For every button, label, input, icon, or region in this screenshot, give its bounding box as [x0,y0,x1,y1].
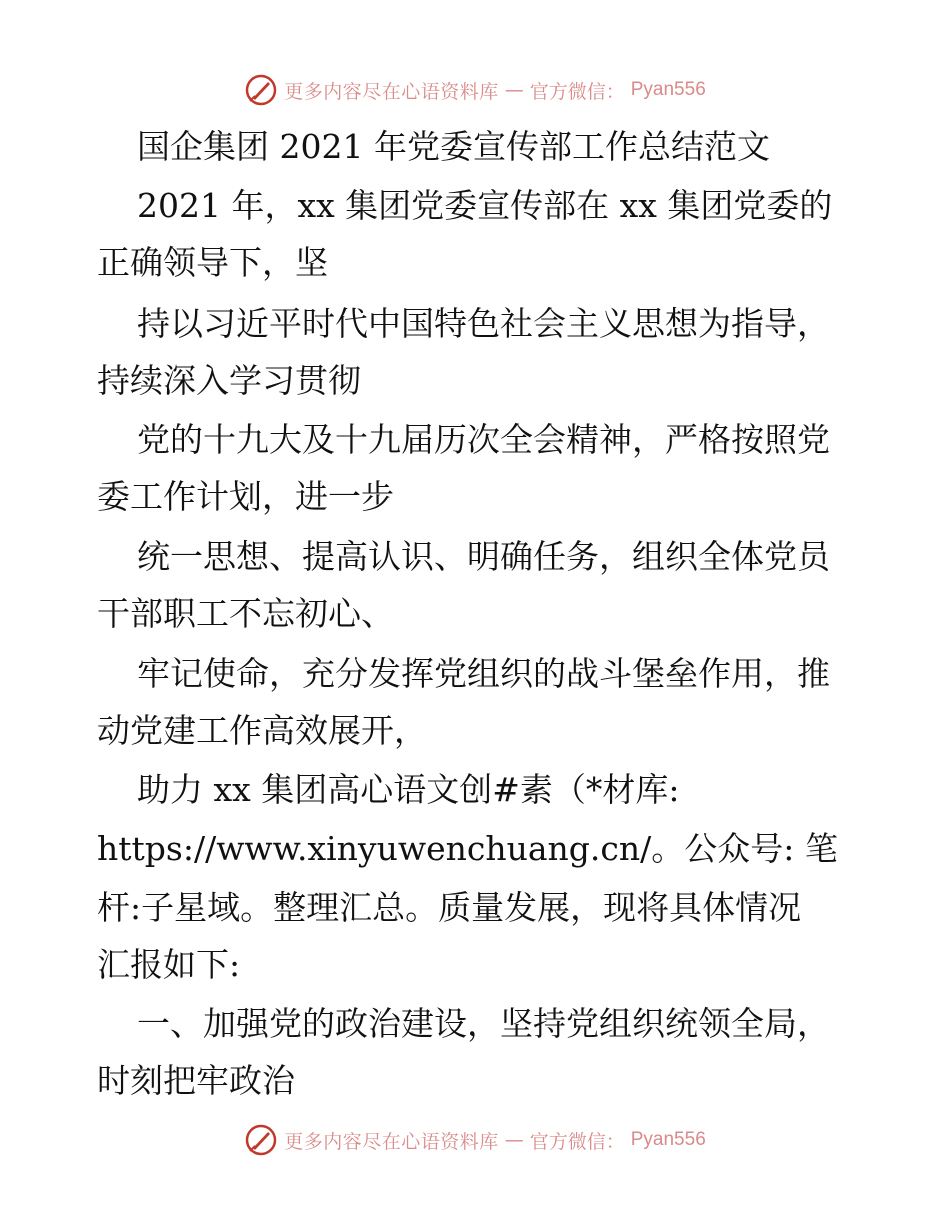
header-separator: — [504,79,524,101]
text-line: 持续深入学习贯彻 [97,361,361,400]
text-line: 正确领导下，坚 [97,243,328,282]
text-line: 时刻把牢政治 [97,1061,295,1100]
header-text: 更多内容尽在心语资料库 [284,80,499,103]
text-line: 统一思想、提高认识、明确任务，组织全体党员 [137,537,830,576]
text-line: 汇报如下: [97,945,241,984]
text-line: 助力 xx 集团高心语文创#素（*材库: [137,770,680,809]
footer-wechat-label: 官方微信： [529,1130,625,1153]
text-line: 委工作计划，进一步 [97,477,394,516]
text-line: 2021 年，xx 集团党委宣传部在 xx 集团党委的 [137,186,833,225]
header-wechat-id: Pyan556 [630,79,706,100]
text-line: 一、加强党的政治建设，坚持党组织统领全局， [137,1004,830,1043]
footer-wechat-id: Pyan556 [630,1129,706,1150]
text-line: 牢记使命，充分发挥党组织的战斗堡垒作用，推 [137,654,830,693]
text-line: https://www.xinyuwenchuang.cn/。公众号: 笔 [97,829,838,868]
quill-logo-icon [244,73,278,107]
footer-banner [0,1120,950,1160]
text-line: 干部职工不忘初心、 [97,594,394,633]
document-title: 国企集团 2021 年党委宣传部工作总结范文 [137,127,770,166]
footer-separator: — [504,1129,524,1151]
header-wechat-label: 官方微信： [529,80,625,103]
text-line: 动党建工作高效展开， [97,711,427,750]
footer-text: 更多内容尽在心语资料库 [284,1130,499,1153]
header-banner [0,70,950,110]
text-line: 党的十九大及十九届历次全会精神，严格按照党 [137,420,830,459]
text-line: 持以习近平时代中国特色社会主义思想为指导， [137,304,830,343]
quill-logo-icon [244,1123,278,1157]
text-line: 杆:子星域。整理汇总。质量发展，现将具体情况 [97,888,802,927]
